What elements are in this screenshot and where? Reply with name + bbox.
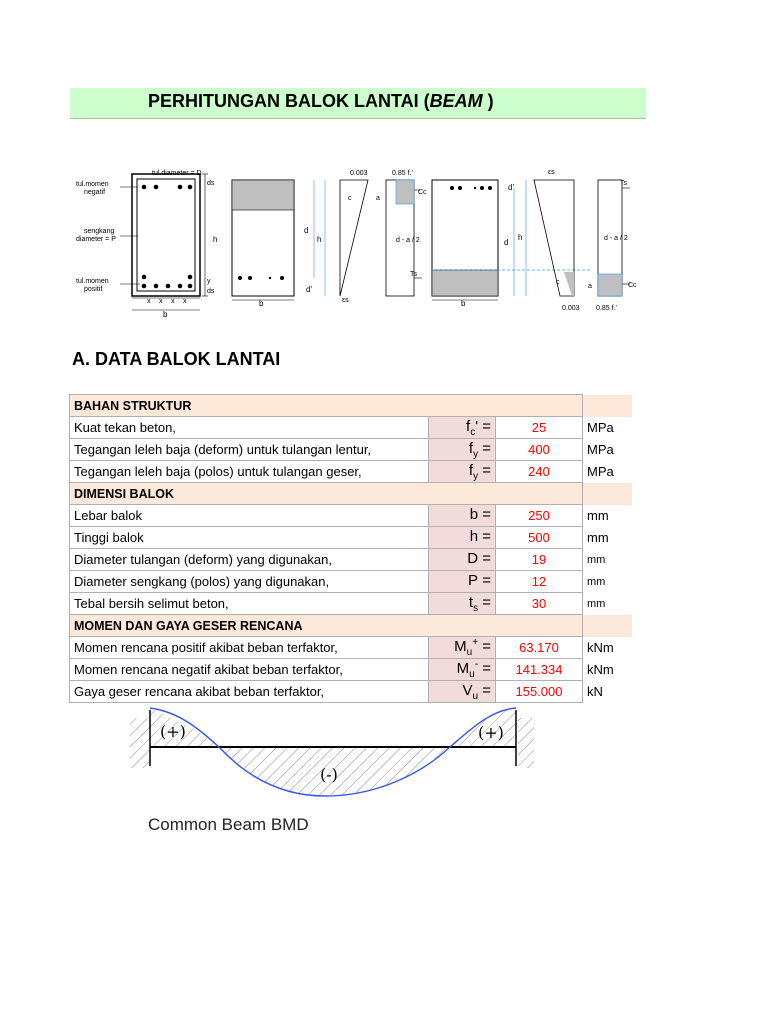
svg-text:d: d	[504, 238, 509, 247]
svg-text:ds: ds	[207, 180, 215, 187]
svg-text:0.003: 0.003	[350, 170, 368, 177]
row-label: Kuat tekan beton,	[70, 417, 429, 439]
svg-text:a: a	[376, 195, 380, 202]
row-unit: MPa	[587, 464, 614, 479]
svg-text:d': d'	[306, 285, 312, 294]
svg-text:h: h	[317, 235, 322, 244]
row-unit: mm	[587, 597, 606, 610]
svg-text:Cc: Cc	[628, 282, 637, 289]
row-value: 30	[496, 593, 583, 615]
table-row	[70, 527, 632, 549]
row-value: 500	[496, 527, 583, 549]
beam-data-table	[69, 394, 632, 703]
table-row	[70, 417, 632, 439]
svg-text:εs: εs	[342, 297, 349, 304]
row-value: 250	[496, 505, 583, 527]
svg-text:x: x	[147, 298, 151, 305]
svg-text:x: x	[159, 298, 163, 305]
row-value: 155.000	[496, 681, 583, 703]
group-header-row	[70, 395, 632, 417]
bmd-positive-left: (+)	[160, 722, 186, 741]
svg-text:0.85 f.': 0.85 f.'	[392, 170, 413, 177]
svg-text:x: x	[171, 298, 175, 305]
row-label: Diameter tulangan (deform) yang digunakan,	[70, 549, 429, 571]
table-row	[70, 549, 632, 571]
svg-text:tul.momen: tul.momen	[76, 278, 109, 285]
bmd-caption: Common Beam BMD	[148, 815, 309, 834]
row-label: Gaya geser rencana akibat beban terfaktor,	[70, 681, 429, 703]
row-value: 240	[496, 461, 583, 483]
row-symbol: $M_u^-$ =	[429, 659, 496, 681]
row-unit: MPa	[587, 420, 614, 435]
group-header-row	[70, 483, 632, 505]
bmd-positive-right: (+)	[478, 723, 504, 742]
row-symbol: $M_u^+$ =	[429, 637, 496, 659]
row-label: Diameter sengkang (polos) yang digunakan,	[70, 571, 429, 593]
row-unit: mm	[587, 530, 609, 545]
row-label: Tegangan leleh baja (deform) untuk tulangan lentur,	[70, 439, 429, 461]
row-unit: mm	[587, 553, 606, 566]
row-symbol: h =	[429, 527, 496, 549]
row-symbol: $f_y$ =	[429, 461, 496, 483]
svg-text:ds: ds	[207, 288, 215, 295]
table-row	[70, 439, 632, 461]
table-row	[70, 659, 632, 681]
section-title: A. DATA BALOK LANTAI	[72, 349, 281, 369]
beam-section-diagram	[70, 160, 650, 325]
row-symbol: D =	[429, 549, 496, 571]
group-header: BAHAN STRUKTUR	[70, 395, 583, 417]
bottom-rebars	[142, 275, 193, 289]
svg-text:c: c	[556, 279, 560, 286]
group-header: DIMENSI BALOK	[70, 483, 583, 505]
svg-text:Ts: Ts	[410, 271, 417, 278]
group-header: MOMEN DAN GAYA GESER RENCANA	[70, 615, 583, 637]
svg-text:positif: positif	[84, 286, 103, 293]
svg-text:d - a / 2: d - a / 2	[396, 237, 420, 244]
row-unit: MPa	[587, 442, 614, 457]
bmd-negative: (-)	[320, 765, 338, 784]
row-value: 19	[496, 549, 583, 571]
svg-text:d - a / 2: d - a / 2	[604, 235, 628, 242]
group-header-row	[70, 615, 632, 637]
row-label: Tebal bersih selimut beton,	[70, 593, 429, 615]
svg-text:d': d'	[508, 183, 514, 192]
row-value: 63.170	[496, 637, 583, 659]
row-label: Momen rencana positif akibat beban terfaktor,	[70, 637, 429, 659]
row-unit: mm	[587, 508, 609, 523]
table-row	[70, 637, 632, 659]
row-symbol: $V_u$ =	[429, 681, 496, 703]
row-value: 12	[496, 571, 583, 593]
svg-text:0.003: 0.003	[562, 305, 580, 312]
svg-text:Cc: Cc	[418, 189, 427, 196]
row-label: Momen rencana negatif akibat beban terfaktor,	[70, 659, 429, 681]
table-row	[70, 593, 632, 615]
row-label: Tegangan leleh baja (polos) untuk tulangan geser,	[70, 461, 429, 483]
svg-text:0.85 f.': 0.85 f.'	[596, 305, 617, 312]
svg-text:d: d	[304, 226, 309, 235]
label-tul-momen-negatif: tul.momen	[76, 181, 109, 188]
row-symbol: P =	[429, 571, 496, 593]
row-unit: kNm	[587, 640, 614, 655]
svg-text:diameter = P: diameter = P	[76, 236, 116, 243]
row-unit: kN	[587, 684, 603, 699]
table-row	[70, 571, 632, 593]
page-title: PERHITUNGAN BALOK LANTAI (BEAM )	[148, 91, 494, 111]
row-symbol: b =	[429, 505, 496, 527]
beam-bmd-diagram	[120, 700, 540, 810]
svg-text:y: y	[207, 278, 211, 285]
table-row	[70, 505, 632, 527]
row-label: Tinggi balok	[70, 527, 429, 549]
svg-text:tul.diameter = D: tul.diameter = D	[152, 170, 202, 177]
row-symbol: $f_y$ =	[429, 439, 496, 461]
top-rebars	[142, 185, 193, 190]
row-label: Lebar balok	[70, 505, 429, 527]
row-value: 25	[496, 417, 583, 439]
row-unit: mm	[587, 575, 606, 588]
svg-text:b: b	[259, 299, 264, 308]
svg-text:b: b	[163, 310, 168, 319]
svg-text:a: a	[588, 283, 592, 290]
row-unit: kNm	[587, 662, 614, 677]
svg-text:h: h	[518, 233, 523, 242]
svg-text:x: x	[183, 298, 187, 305]
svg-text:εs: εs	[548, 169, 555, 176]
row-symbol: $f_c'$ =	[429, 417, 496, 439]
table-row	[70, 461, 632, 483]
svg-text:b: b	[461, 299, 466, 308]
svg-text:sengkang: sengkang	[84, 228, 115, 235]
svg-text:negatif: negatif	[84, 189, 106, 196]
row-symbol: $t_s$ =	[429, 593, 496, 615]
svg-text:h: h	[213, 235, 218, 244]
row-value: 141.334	[496, 659, 583, 681]
svg-text:c: c	[348, 195, 352, 202]
row-value: 400	[496, 439, 583, 461]
svg-text:Ts: Ts	[620, 180, 627, 187]
